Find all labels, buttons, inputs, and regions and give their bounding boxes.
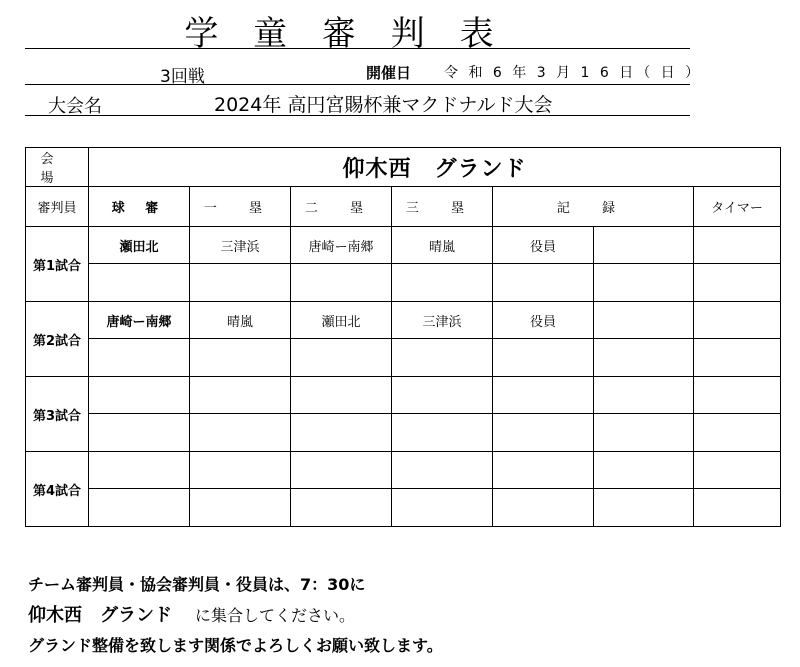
table-cell bbox=[694, 452, 781, 489]
column-header-row bbox=[26, 187, 781, 227]
venue-name: 仰木西 グランド bbox=[89, 148, 781, 187]
date-value: 令 和 6 年 3 月 1 6 日（ 日 ） bbox=[444, 65, 703, 81]
venue-label: 会 場 bbox=[26, 148, 89, 187]
table-row bbox=[26, 227, 781, 264]
game-label: 第3試合 bbox=[26, 377, 89, 452]
col-referee: 審判員 bbox=[26, 187, 89, 227]
table-cell bbox=[694, 377, 781, 414]
table-cell bbox=[594, 452, 694, 489]
referee-table bbox=[25, 147, 781, 527]
table-cell bbox=[291, 377, 392, 414]
table-cell: 瀬田北 bbox=[291, 302, 392, 339]
table-cell bbox=[190, 377, 291, 414]
note-assembly-place: 仰木西 グランド bbox=[28, 605, 172, 626]
col-timer: タイマー bbox=[694, 187, 781, 227]
date-label: 開催日 bbox=[366, 64, 412, 82]
title-underline bbox=[25, 48, 690, 49]
table-row bbox=[26, 414, 781, 452]
round-label: 3回戦 bbox=[160, 67, 205, 87]
table-cell: 瀬田北 bbox=[89, 227, 190, 264]
col-first-base: 一 塁 bbox=[190, 187, 291, 227]
table-cell: 唐崎ー南郷 bbox=[89, 302, 190, 339]
tournament-name: 2024年 高円宮賜杯兼マクドナルド大会 bbox=[214, 94, 553, 116]
table-cell: 役員 bbox=[493, 227, 594, 264]
date-underline bbox=[25, 84, 690, 85]
table-row bbox=[26, 302, 781, 339]
table-cell bbox=[594, 377, 694, 414]
table-cell: 晴嵐 bbox=[392, 227, 493, 264]
tournament-label: 大会名 bbox=[48, 96, 102, 117]
table-row bbox=[26, 452, 781, 489]
table-cell: 唐崎ー南郷 bbox=[291, 227, 392, 264]
note-assembly-time: チーム審判員・協会審判員・役員は、7：30に bbox=[28, 575, 366, 594]
table-cell bbox=[694, 227, 781, 264]
table-cell bbox=[89, 452, 190, 489]
table-cell: 役員 bbox=[493, 302, 594, 339]
game-label: 第1試合 bbox=[26, 227, 89, 302]
table-row bbox=[26, 377, 781, 414]
table-row bbox=[26, 489, 781, 527]
table-cell: 晴嵐 bbox=[190, 302, 291, 339]
table-row bbox=[26, 264, 781, 302]
table-cell bbox=[89, 377, 190, 414]
table-cell: 三津浜 bbox=[392, 302, 493, 339]
table-cell bbox=[594, 302, 694, 339]
table-cell bbox=[594, 227, 694, 264]
col-record: 記 録 bbox=[493, 187, 694, 227]
note-field-maintenance: グランド整備を致します関係でよろしくお願い致します。 bbox=[28, 636, 443, 655]
table-cell: 三津浜 bbox=[190, 227, 291, 264]
tournament-underline bbox=[25, 115, 690, 116]
table-cell bbox=[291, 452, 392, 489]
game-label: 第4試合 bbox=[26, 452, 89, 527]
col-plate: 球 審 bbox=[89, 187, 190, 227]
table-cell bbox=[190, 452, 291, 489]
table-cell bbox=[493, 452, 594, 489]
col-second-base: 二 塁 bbox=[291, 187, 392, 227]
table-cell bbox=[392, 377, 493, 414]
col-third-base: 三 塁 bbox=[392, 187, 493, 227]
page-title: 学 童 審 判 表 bbox=[184, 14, 506, 54]
table-cell bbox=[694, 302, 781, 339]
note-assembly-instruction: に集合してください。 bbox=[195, 606, 356, 625]
table-cell bbox=[392, 452, 493, 489]
table-row bbox=[26, 339, 781, 377]
table-cell bbox=[493, 377, 594, 414]
game-label: 第2試合 bbox=[26, 302, 89, 377]
